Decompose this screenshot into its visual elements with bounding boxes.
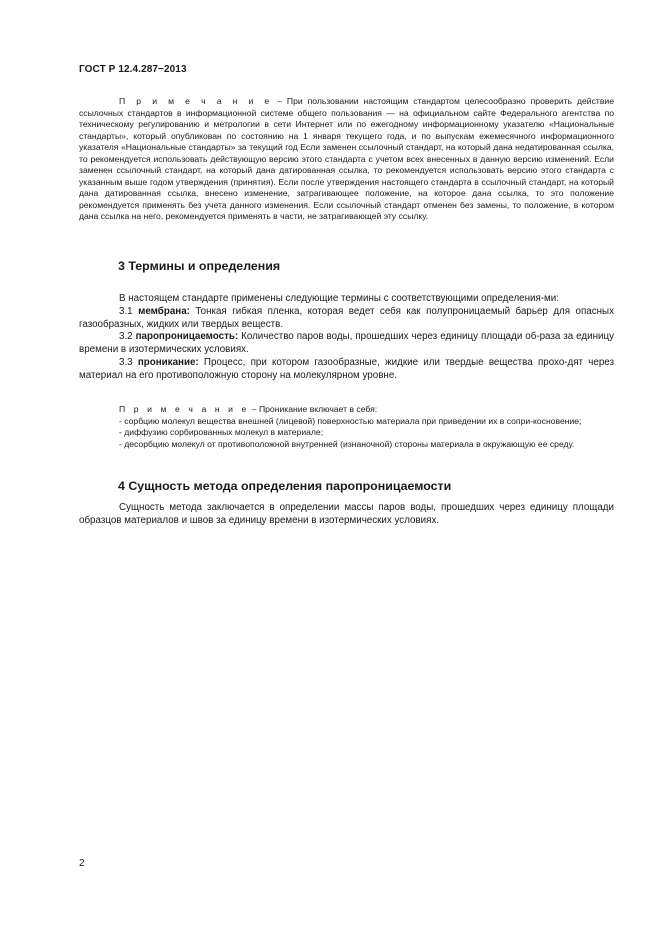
term-definition: 3.3 проникание: Процесс, при котором газообразные, жидкие или твердые вещества прохо-дят через материал на его противоположную сторону на молекулярном уровне. bbox=[79, 356, 614, 381]
section-3-body bbox=[79, 293, 614, 383]
term-definition: 3.1 мембрана: Тонкая гибкая пленка, которая ведет себя как полупроницаемый барьер для опасных газообразных, жидких или твердых веществ. bbox=[79, 305, 614, 330]
document-header: ГОСТ Р 12.4.287−2013 bbox=[79, 64, 187, 75]
list-item: - диффузию сорбированных молекул в материале; bbox=[119, 427, 324, 438]
section-4-heading: 4 Сущность метода определения паропроницаемости bbox=[118, 479, 452, 493]
page-number: 2 bbox=[79, 858, 85, 869]
section-3-intro: В настоящем стандарте применены следующие термины с соответствующими определения-ми: bbox=[119, 293, 559, 304]
section-3-heading: 3 Термины и определения bbox=[118, 259, 281, 273]
note-label: П р и м е ч а н и е bbox=[119, 96, 273, 106]
note-penetration bbox=[79, 404, 614, 450]
note-referenced-standards bbox=[79, 96, 614, 223]
note-text: – При пользовании настоящим стандартом целесообразно проверить действие ссылочных стандартов в информационной системе общего пользования — на официальном сайте Федерального агентства по техническому регулированию и метрологии в сети Интернет или по ежегодному информационному указателю «Национальные стандарты», который опубликован по состоянию на 1 января текущего года, и по выпускам ежемесячного информационного указателя «Национальные стандарты» за текущий год Если заменен ссылочный стандарт, на который дана недатированная ссылка, то рекомендуется использовать действующую версию этого стандарта с учетом всех внесенных в данную версию изменений. Если заменен ссылочный стандарт, на который дана датированная ссылка, то рекомендуется использовать версию этого стандарта с указанным выше годом утверждения (принятия). Если после утверждения настоящего стандарта в ссылочный стандарт, на который дана датированная ссылка, внесено изменение, затрагивающее положение, на которое дана ссылка, то это положение рекомендуется применять без учета данного изменения. Если ссылочный стандарт отменен без замены, то положение, в котором дана ссылка на него, рекомендуется применять в части, не затрагивающей эту ссылку. bbox=[79, 96, 614, 222]
term-definition: 3.2 паропроницаемость: Количество паров воды, прошедших через единицу площади об-раза за единицу времени в изотермических условиях. bbox=[79, 331, 615, 356]
note-text: – Проникание включает в себя: bbox=[249, 404, 378, 414]
list-item: - сорбцию молекул вещества внешней (лицевой) поверхностью материала при приведении их в сопри-косновение; bbox=[119, 415, 582, 426]
note-label: П р и м е ч а н и е bbox=[119, 404, 250, 414]
list-item: - десорбцию молекул от противоположной внутренней (изнаночной) стороны материала в окружающую ее среду. bbox=[119, 438, 575, 449]
section-4-text: Сущность метода заключается в определении массы паров воды, прошедших через единицу площади образцов материалов и швов за единицу времени в изотермических условиях. bbox=[79, 502, 614, 526]
section-4-body bbox=[79, 502, 614, 528]
